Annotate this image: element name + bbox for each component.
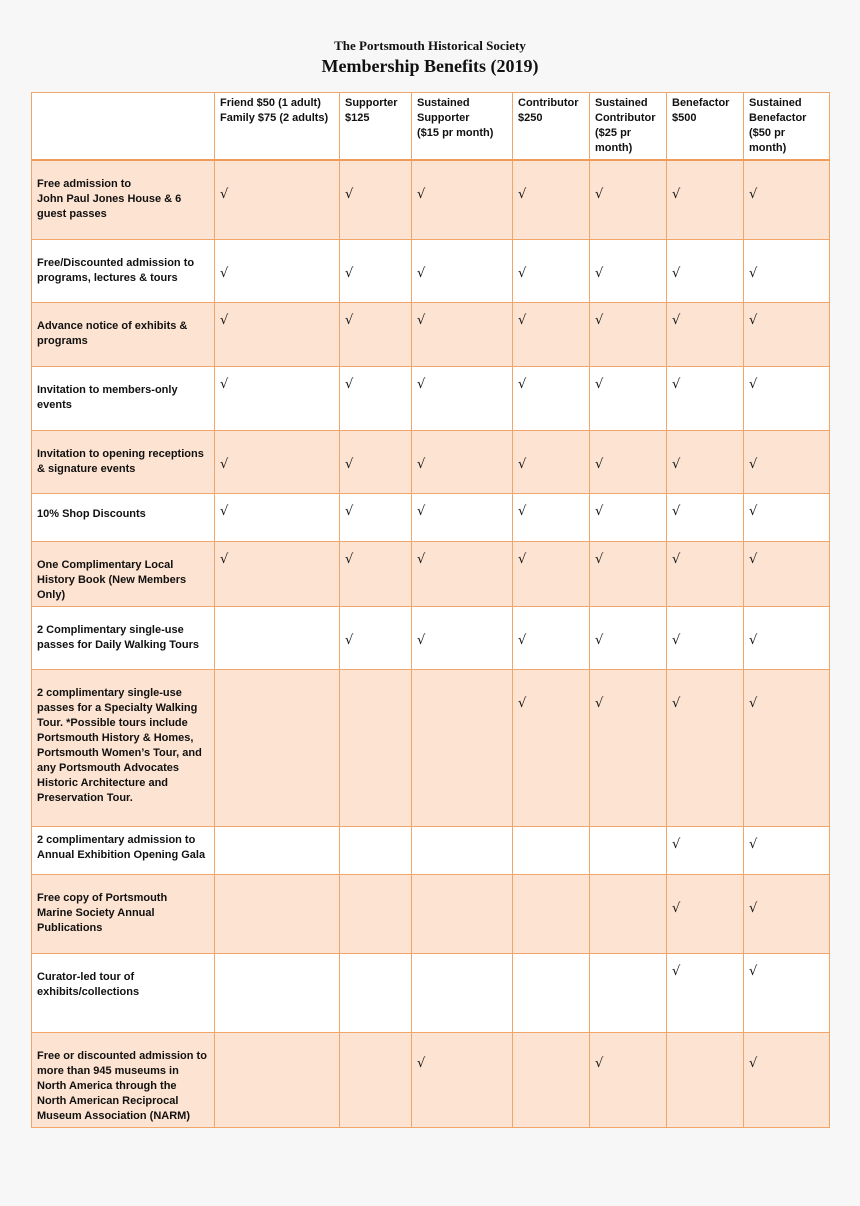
table-row xyxy=(32,1032,830,1127)
check-mark-icon: √ xyxy=(513,239,590,302)
check-mark-icon: √ xyxy=(513,606,590,669)
benefit-label: Free or discounted admission to more than 945 museums in North America through the North American Reciprocal Museum Association (NARM) xyxy=(32,1032,215,1127)
check-mark-icon: √ xyxy=(215,239,340,302)
empty-cell xyxy=(513,1032,590,1127)
check-mark-icon: √ xyxy=(744,826,830,874)
check-mark-icon: √ xyxy=(340,606,412,669)
check-mark-icon: √ xyxy=(590,606,667,669)
check-mark-icon: √ xyxy=(215,366,340,430)
check-mark-icon: √ xyxy=(340,430,412,493)
organization-name: The Portsmouth Historical Society xyxy=(334,38,526,53)
check-mark-icon: √ xyxy=(412,606,513,669)
check-mark-icon: √ xyxy=(744,160,830,239)
check-mark-icon: √ xyxy=(744,606,830,669)
table-row xyxy=(32,239,830,302)
check-mark-icon: √ xyxy=(667,239,744,302)
column-header: Sustained Contributor ($25 pr month) xyxy=(590,93,667,161)
check-mark-icon: √ xyxy=(667,874,744,953)
check-mark-icon: √ xyxy=(215,541,340,606)
empty-cell xyxy=(412,874,513,953)
check-mark-icon: √ xyxy=(340,160,412,239)
check-mark-icon: √ xyxy=(744,874,830,953)
empty-cell xyxy=(412,953,513,1032)
check-mark-icon: √ xyxy=(513,541,590,606)
benefit-label: Advance notice of exhibits & programs xyxy=(32,302,215,366)
check-mark-icon: √ xyxy=(590,1032,667,1127)
benefit-label: One Complimentary Local History Book (New Members Only) xyxy=(32,541,215,606)
check-mark-icon: √ xyxy=(412,366,513,430)
column-header: Benefactor $500 xyxy=(667,93,744,161)
table-row xyxy=(32,302,830,366)
check-mark-icon: √ xyxy=(667,826,744,874)
check-mark-icon: √ xyxy=(513,430,590,493)
check-mark-icon: √ xyxy=(744,493,830,541)
check-mark-icon: √ xyxy=(744,430,830,493)
table-row xyxy=(32,606,830,669)
benefit-label: Free admission to John Paul Jones House & 6 guest passes xyxy=(32,160,215,239)
check-mark-icon: √ xyxy=(340,302,412,366)
empty-cell xyxy=(412,669,513,826)
check-mark-icon: √ xyxy=(667,669,744,826)
table-row xyxy=(32,874,830,953)
empty-cell xyxy=(590,826,667,874)
benefit-label: Invitation to members-only events xyxy=(32,366,215,430)
check-mark-icon: √ xyxy=(513,160,590,239)
check-mark-icon: √ xyxy=(215,302,340,366)
benefits-body xyxy=(32,160,830,1127)
check-mark-icon: √ xyxy=(744,302,830,366)
check-mark-icon: √ xyxy=(744,239,830,302)
benefit-label: Free copy of Portsmouth Marine Society Annual Publications xyxy=(32,874,215,953)
table-row xyxy=(32,430,830,493)
empty-cell xyxy=(340,1032,412,1127)
check-mark-icon: √ xyxy=(667,953,744,1032)
check-mark-icon: √ xyxy=(667,606,744,669)
check-mark-icon: √ xyxy=(744,669,830,826)
check-mark-icon: √ xyxy=(412,302,513,366)
table-row xyxy=(32,541,830,606)
check-mark-icon: √ xyxy=(667,302,744,366)
empty-cell xyxy=(340,669,412,826)
header-row xyxy=(32,93,830,161)
benefit-label: 2 complimentary admission to Annual Exhibition Opening Gala xyxy=(32,826,215,874)
column-header: Sustained Benefactor ($50 pr month) xyxy=(744,93,830,161)
check-mark-icon: √ xyxy=(590,430,667,493)
empty-cell xyxy=(215,874,340,953)
table-row xyxy=(32,669,830,826)
check-mark-icon: √ xyxy=(744,366,830,430)
empty-cell xyxy=(340,874,412,953)
column-header: Friend $50 (1 adult) Family $75 (2 adults) xyxy=(215,93,340,161)
empty-cell xyxy=(215,606,340,669)
check-mark-icon: √ xyxy=(590,493,667,541)
empty-cell xyxy=(215,953,340,1032)
check-mark-icon: √ xyxy=(744,953,830,1032)
benefit-label: Invitation to opening receptions & signature events xyxy=(32,430,215,493)
empty-cell xyxy=(215,669,340,826)
check-mark-icon: √ xyxy=(412,239,513,302)
empty-cell xyxy=(215,1032,340,1127)
column-header xyxy=(32,93,215,161)
benefit-label: Curator-led tour of exhibits/collections xyxy=(32,953,215,1032)
check-mark-icon: √ xyxy=(590,239,667,302)
check-mark-icon: √ xyxy=(215,493,340,541)
benefits-table xyxy=(31,92,830,1128)
check-mark-icon: √ xyxy=(513,302,590,366)
check-mark-icon: √ xyxy=(412,493,513,541)
table-row xyxy=(32,160,830,239)
table-row xyxy=(32,366,830,430)
check-mark-icon: √ xyxy=(412,430,513,493)
check-mark-icon: √ xyxy=(215,160,340,239)
check-mark-icon: √ xyxy=(513,366,590,430)
check-mark-icon: √ xyxy=(513,493,590,541)
check-mark-icon: √ xyxy=(744,541,830,606)
column-header: Contributor $250 xyxy=(513,93,590,161)
check-mark-icon: √ xyxy=(667,430,744,493)
empty-cell xyxy=(590,953,667,1032)
check-mark-icon: √ xyxy=(744,1032,830,1127)
check-mark-icon: √ xyxy=(340,541,412,606)
check-mark-icon: √ xyxy=(412,160,513,239)
check-mark-icon: √ xyxy=(412,1032,513,1127)
page-title: Membership Benefits (2019) xyxy=(321,56,539,76)
check-mark-icon: √ xyxy=(590,302,667,366)
empty-cell xyxy=(513,953,590,1032)
check-mark-icon: √ xyxy=(590,541,667,606)
check-mark-icon: √ xyxy=(215,430,340,493)
check-mark-icon: √ xyxy=(667,493,744,541)
table-row xyxy=(32,826,830,874)
table-row xyxy=(32,953,830,1032)
check-mark-icon: √ xyxy=(590,160,667,239)
empty-cell xyxy=(513,826,590,874)
benefit-label: 2 complimentary single-use passes for a Specialty Walking Tour. *Possible tours include Portsmouth History & Homes, Portsmouth Women’s Tour, and any Portsmouth Advocates Historic Architecture and Preservation Tour. xyxy=(32,669,215,826)
empty-cell xyxy=(340,826,412,874)
check-mark-icon: √ xyxy=(340,239,412,302)
column-header: Sustained Supporter ($15 pr month) xyxy=(412,93,513,161)
check-mark-icon: √ xyxy=(667,541,744,606)
empty-cell xyxy=(215,826,340,874)
check-mark-icon: √ xyxy=(590,366,667,430)
empty-cell xyxy=(667,1032,744,1127)
check-mark-icon: √ xyxy=(513,669,590,826)
table-row xyxy=(32,493,830,541)
empty-cell xyxy=(590,874,667,953)
check-mark-icon: √ xyxy=(667,366,744,430)
column-header: Supporter $125 xyxy=(340,93,412,161)
check-mark-icon: √ xyxy=(667,160,744,239)
empty-cell xyxy=(513,874,590,953)
check-mark-icon: √ xyxy=(340,493,412,541)
check-mark-icon: √ xyxy=(412,541,513,606)
empty-cell xyxy=(340,953,412,1032)
check-mark-icon: √ xyxy=(590,669,667,826)
benefit-label: 2 Complimentary single-use passes for Daily Walking Tours xyxy=(32,606,215,669)
benefit-label: 10% Shop Discounts xyxy=(32,493,215,541)
check-mark-icon: √ xyxy=(340,366,412,430)
empty-cell xyxy=(412,826,513,874)
benefit-label: Free/Discounted admission to programs, lectures & tours xyxy=(32,239,215,302)
